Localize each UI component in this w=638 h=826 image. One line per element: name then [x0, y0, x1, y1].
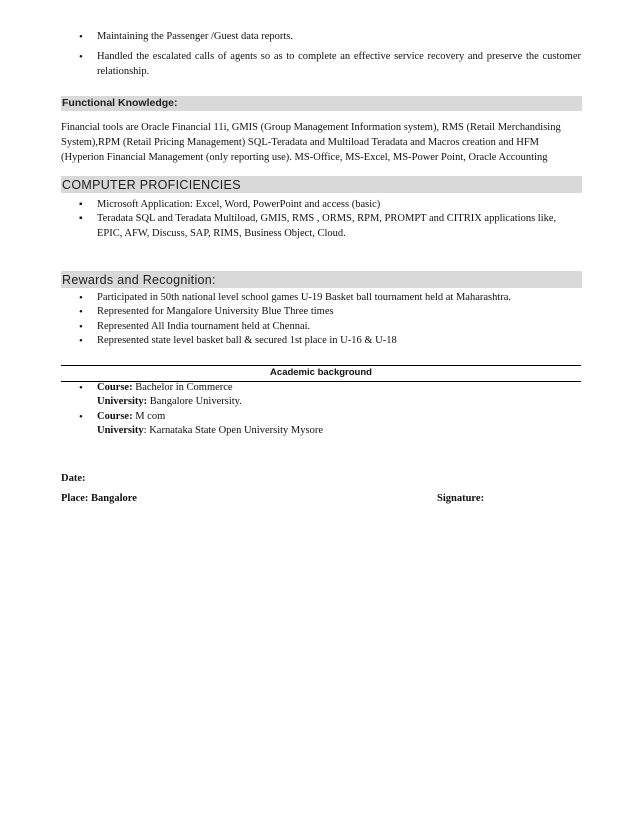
signature-label: Signature: [437, 493, 485, 504]
list-item: • Represented for Mangalore University Blue Three times [61, 305, 581, 319]
list-item: • Maintaining the Passenger /Guest data reports. [61, 30, 581, 44]
university-value: : Karnataka State Open University Mysore [143, 425, 323, 437]
university-value: Bangalore University. [147, 396, 242, 408]
university-label: University [97, 425, 144, 437]
university-line [97, 395, 581, 409]
list-item: • Participated in 50th national level school games U-19 Basket ball tournament held at Maharashtra. [61, 291, 581, 305]
course-value: M com [132, 410, 166, 422]
university-label: University: [97, 396, 148, 408]
computer-proficiencies-heading: COMPUTER PROFICIENCIES [61, 176, 582, 193]
computer-proficiencies-list [61, 198, 581, 241]
date-label: Date: [61, 473, 86, 484]
responsibilities-list [61, 30, 581, 85]
list-item [61, 381, 581, 410]
list-item: • Represented state level basket ball & secured 1st place in U-16 & U-18 [61, 334, 581, 348]
course-label: Course: [97, 382, 133, 393]
rewards-list [61, 291, 581, 349]
list-item: ▪ Microsoft Application: Excel, Word, PowerPoint and access (basic) [61, 198, 581, 212]
functional-knowledge-text: Financial tools are Oracle Financial 11i, GMIS (Group Management Information system), RMS (Retail Merchandising System),RPM (Retail Pricing Management) SQL-Teradata and Multiload Teradata and Macros creation and HFM (Hyperion Financial Management (only reporting use). MS-Office, MS-Excel, MS-Power Point, Oracle Accounting [61, 122, 561, 163]
university-line [97, 424, 581, 438]
list-item [61, 410, 581, 439]
course-line [97, 410, 581, 424]
list-item: ▪ Teradata SQL and Teradata Multiload, GMIS, RMS , ORMS, RPM, PROMPT and CITRIX applications like, EPIC, AFW, Discuss, SAP, RIMS, Business Object, Cloud. [61, 212, 581, 241]
course-value: Bachelor in Commerce [132, 382, 233, 393]
list-item: • Represented All India tournament held at Chennai. [61, 320, 581, 334]
list-item: • Handled the escalated calls of agents so as to complete an effective service recovery and preserve the customer relationship. [61, 50, 581, 79]
place-label: Place: Bangalore [61, 493, 137, 504]
functional-knowledge-heading: Functional Knowledge: [61, 96, 582, 111]
academic-list [61, 381, 581, 439]
course-line [97, 381, 581, 395]
course-label: Course: [97, 410, 133, 422]
academic-background-heading: Academic background [270, 367, 372, 378]
rewards-heading: Rewards and Recognition: [61, 271, 582, 288]
